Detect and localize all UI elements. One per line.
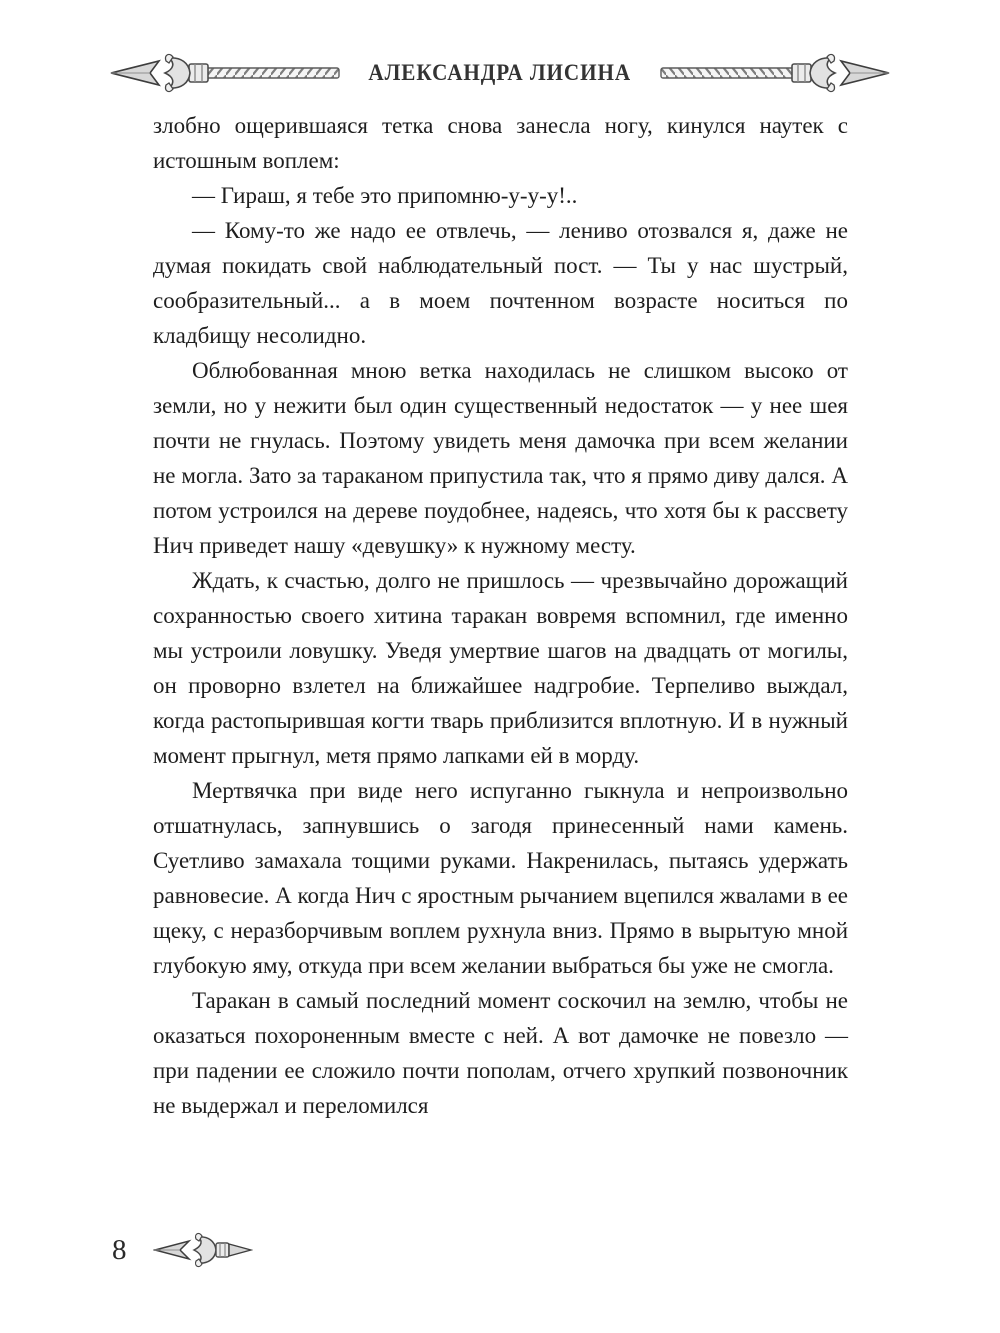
- paragraph: злобно ощерившаяся тетка снова занесла ногу, кинулся наутек с истошным воплем:: [153, 113, 848, 173]
- double-spear-finial-icon: [153, 1231, 253, 1269]
- page-body: [153, 108, 848, 1123]
- paragraph: Ждать, к счастью, долго не пришлось — чрезвычайно дорожащий сохранностью своего хитина таракан вовремя вспомнил, где именно мы устроили ловушку. Уведя умертвие шагов на двадцать от могилы, он проворно взлетел на ближайшее надгробие. Терпеливо выждал, когда растопырившая когти тварь приблизится вплотную. И в нужный момент прыгнул, метя прямо лапками ей в морду.: [153, 568, 848, 768]
- page-footer: [112, 1230, 253, 1270]
- paragraph: Таракан в самый последний момент соскочил на землю, чтобы не оказаться похороненным вместе с ней. А вот дамочке не повезло — при падении ее сложило почти пополам, отчего хрупкий позвоночник не выдержал и переломился: [153, 988, 848, 1118]
- running-head: [0, 50, 1000, 96]
- page-number: 8: [112, 1234, 127, 1266]
- paragraph: — Гираш, я тебе это припомню-у-у-у!..: [192, 183, 578, 208]
- spear-rope-divider-left-icon: [109, 51, 341, 95]
- paragraph: — Кому-то же надо ее отвлечь, — лениво отозвался я, даже не думая покидать свой наблюдательный пост. — Ты у нас шустрый, сообразительный... а в моем почтенном возрасте носиться по кладбищу несолидно.: [153, 218, 848, 348]
- running-head-author: АЛЕКСАНДРА ЛИСИНА: [368, 60, 632, 85]
- paragraph: Облюбованная мною ветка находилась не слишком высоко от земли, но у нежити был один существенный недостаток — у нее шея почти не гнулась. Поэтому увидеть меня дамочка при всем желании не могла. Зато за тараканом припустила так, что я прямо диву дался. А потом устроился на дереве поудобнее, надеясь, что хотя бы к рассвету Нич приведет нашу «девушку» к нужному месту.: [153, 358, 848, 558]
- paragraph: Мертвячка при виде него испуганно гыкнула и непроизвольно отшатнулась, запнувшись о загодя принесенный нами камень. Суетливо замахала тощими руками. Накренилась, пытаясь удержать равновесие. А когда Нич с яростным рычанием вцепился жвалами в ее щеку, с неразборчивым воплем рухнула вниз. Прямо в вырытую мной глубокую яму, откуда при всем желании выбраться бы уже не смогла.: [153, 778, 848, 978]
- spear-rope-divider-right-icon: [659, 51, 891, 95]
